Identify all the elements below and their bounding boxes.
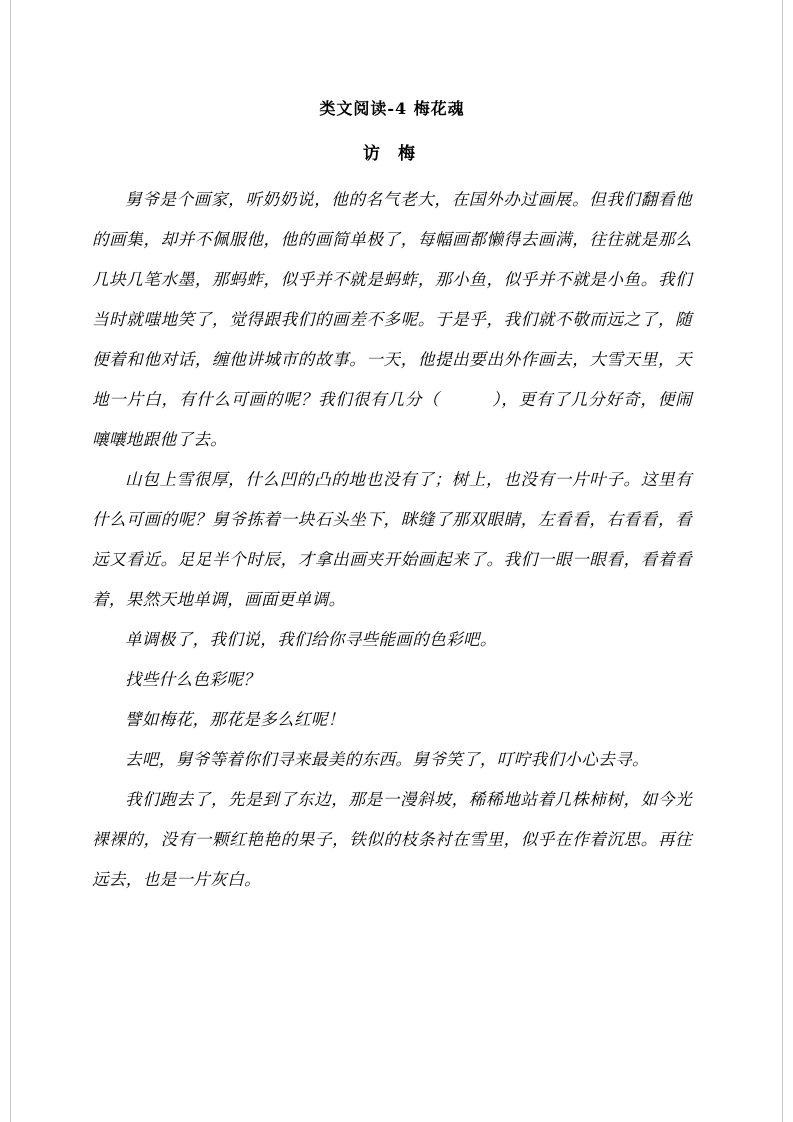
paragraph-4: 找些什么色彩呢？ xyxy=(125,670,261,689)
page-border-left xyxy=(10,0,11,1122)
article-subtitle: 访 梅 xyxy=(363,144,421,164)
paragraph-6: 去吧，舅爷等着你们寻来最美的东西。舅爷笑了，叮咛我们小心去寻。 xyxy=(125,750,649,769)
paragraph-1-text-b: ），更有了几分好奇，便闹嚷嚷地跟他了去。 xyxy=(92,390,692,449)
paragraph-7: 我们跑去了，先是到了东边，那是一漫斜坡，稀稀地站着几株柿树，如今光裸裸的，没有一颗红艳艳的果子，铁似的枝条衬在雪里，似乎在作着沉思。再往远去，也是一片灰白。 xyxy=(92,790,692,889)
page-border-right xyxy=(782,0,783,1122)
document-content xyxy=(92,96,692,900)
paragraph-3: 单调极了，我们说，我们给你寻些能画的色彩吧。 xyxy=(125,630,497,649)
paragraph-1-text-a: 舅爷是个画家，听奶奶说，他的名气老大，在国外办过画展。但我们翻看他的画集，却并不佩服他，他的画简单极了，每幅画都懒得去画满，往往就是那么几块几笔水墨，那蚂蚱，似乎并不就是蚂蚱，那小鱼，似乎并不就是小鱼。我们当时就嗤地笑了，觉得跟我们的画差不多呢。于是乎，我们就不敬而远之了，随便着和他对话，缠他讲城市的故事。一天，他提出要出外作画去，大雪天里，天地一片白，有什么可画的呢？我们很有几分（ xyxy=(92,190,692,409)
paragraph-1 xyxy=(92,180,692,460)
paragraph-2: 山包上雪很厚，什么凹的凸的地也没有了；树上，也没有一片叶子。这里有什么可画的呢？舅爷拣着一块石头坐下，眯缝了那双眼睛，左看看，右看看，看远又看近。足足半个时辰，才拿出画夹开始画起来了。我们一眼一眼看，看着看着，果然天地单调，画面更单调。 xyxy=(92,470,692,609)
page-title: 类文阅读-4 梅花魂 xyxy=(319,99,465,118)
paragraph-5: 譬如梅花，那花是多么红呢！ xyxy=(125,710,345,729)
